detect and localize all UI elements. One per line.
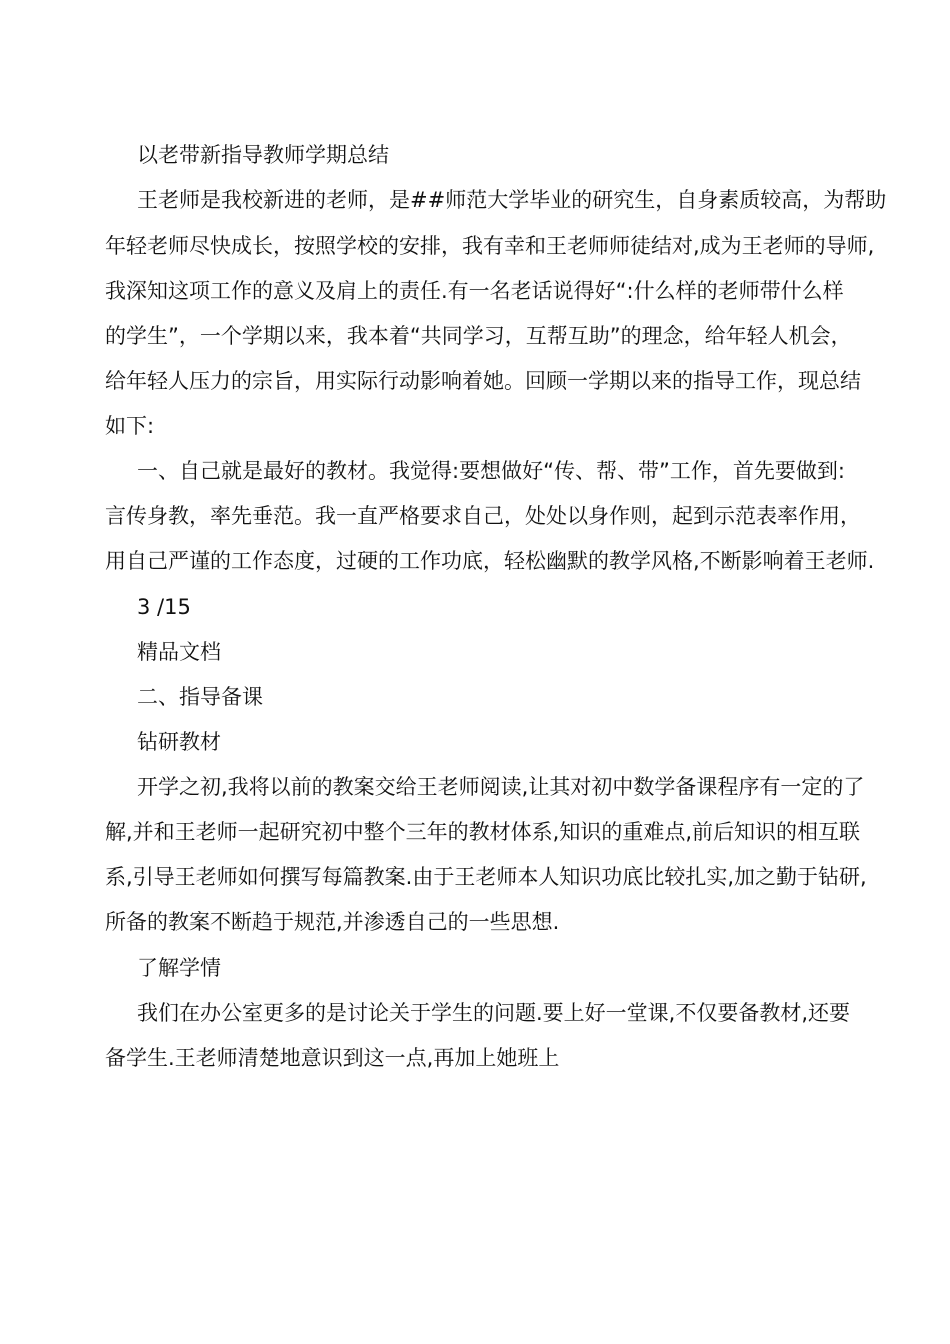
paragraph-line: 所备的教案不断趋于规范,并渗透自己的一些思想.: [105, 910, 560, 934]
paragraph-line: 我深知这项工作的意义及肩上的责任.有一名老话说得好“:什么样的老师带什么样: [105, 279, 844, 303]
subheading: 钻研教材: [137, 730, 221, 754]
paragraph-line: 如下:: [105, 414, 155, 438]
page-number: 3 /15: [137, 595, 191, 619]
paragraph-line: 给年轻人压力的宗旨，用实际行动影响着她。回顾一学期以来的指导工作，现总结: [105, 369, 861, 393]
paragraph-line: 年轻老师尽快成长，按照学校的安排，我有幸和王老师师徒结对,成为王老师的导师,: [105, 234, 875, 258]
watermark-text: 精品文档: [137, 640, 221, 664]
paragraph-line: 系,引导王老师如何撰写每篇教案.由于王老师本人知识功底比较扎实,加之勤于钻研,: [105, 865, 867, 889]
paragraph-line: 用自己严谨的工作态度，过硬的工作功底，轻松幽默的教学风格,不断影响着王老师.: [105, 549, 875, 573]
document-title: 以老带新指导教师学期总结: [137, 143, 389, 167]
paragraph-line: 备学生.王老师清楚地意识到这一点,再加上她班上: [105, 1046, 560, 1070]
paragraph-line: 开学之初,我将以前的教案交给王老师阅读,让其对初中数学备课程序有一定的了: [137, 775, 865, 799]
paragraph-line: 我们在办公室更多的是讨论关于学生的问题.要上好一堂课,不仅要备教材,还要: [137, 1001, 851, 1025]
paragraph-line: 一、自己就是最好的教材。我觉得:要想做好“传、帮、带”工作，首先要做到:: [137, 459, 845, 483]
section-heading: 二、指导备课: [137, 685, 263, 709]
paragraph-line: 的学生”，一个学期以来，我本着“共同学习，互帮互助”的理念，给年轻人机会，: [105, 324, 852, 348]
paragraph-line: 王老师是我校新进的老师，是##师范大学毕业的研究生，自身素质较高，为帮助: [137, 188, 887, 212]
paragraph-line: 解,并和王老师一起研究初中整个三年的教材体系,知识的重难点,前后知识的相互联: [105, 820, 861, 844]
paragraph-line: 言传身教，率先垂范。我一直严格要求自己，处处以身作则，起到示范表率作用，: [105, 504, 861, 528]
subheading: 了解学情: [137, 956, 221, 980]
